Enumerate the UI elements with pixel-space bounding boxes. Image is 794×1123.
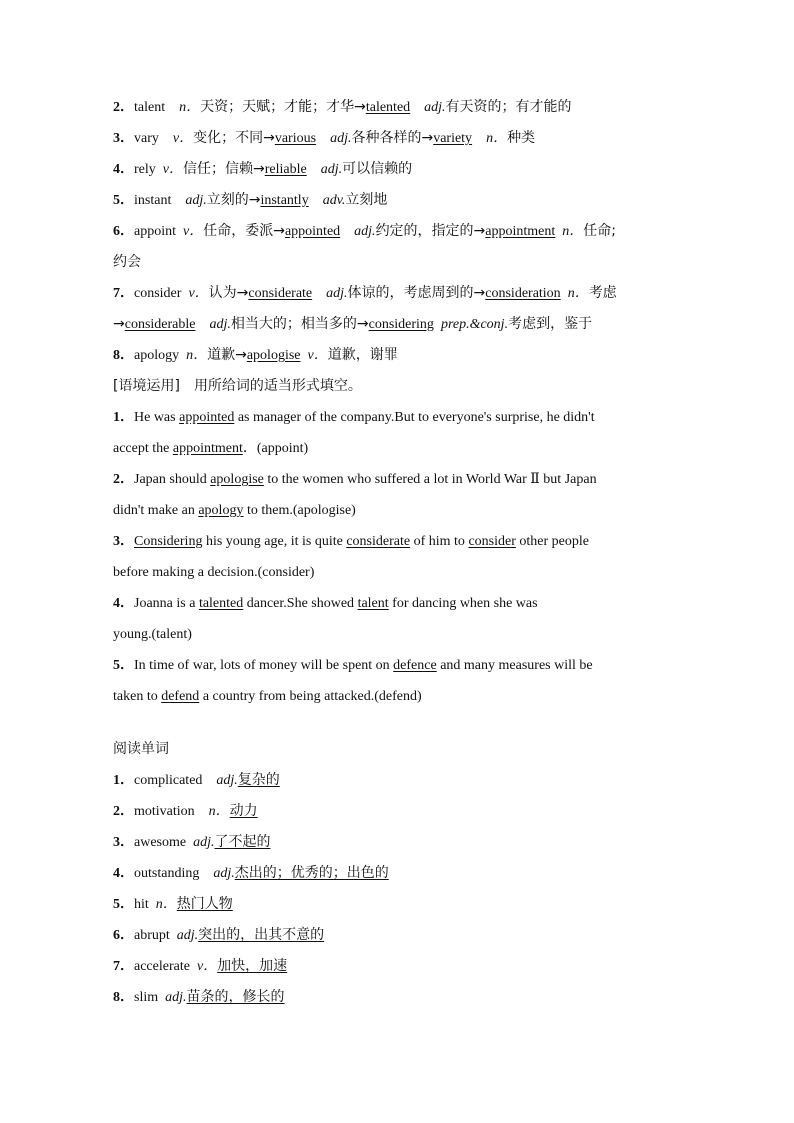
answer: 杰出的；优秀的；出色的 [234,865,389,881]
answer: consider [468,534,516,549]
vocab-line-6 [113,216,688,247]
vocab-line-7 [113,278,688,309]
meaning: 体谅的，考虑周到的→ [347,285,486,301]
item-number: 5． [113,897,134,912]
meaning: 道歉→ [207,347,247,363]
meaning: 考虑到，鉴于 [508,316,593,332]
headword: instant [134,193,172,208]
answer: Considering [134,534,203,549]
item-number: 4． [113,866,134,881]
headword: talent [134,100,166,115]
headword: apology [134,348,180,363]
sentence-text: accept the [113,441,170,456]
part-of-speech: v． [162,162,183,177]
headword: vary [134,131,159,146]
sentence-2 [113,464,688,495]
answer: considerable [124,317,196,332]
sentence-text: ．(appoint) [242,441,309,456]
part-of-speech: n． [208,804,230,819]
headword: slim [134,990,159,1005]
item-number: 3． [113,131,134,146]
part-of-speech: adv. [322,193,346,208]
headword: complicated [134,773,203,788]
answer: consideration [485,286,561,301]
item-number: 8． [113,990,134,1005]
answer: 复杂的 [237,772,280,788]
answer: considerate [248,286,313,301]
meaning: 约定的，指定的→ [375,223,486,239]
sentence-text: of him to [413,534,465,549]
reading-heading [113,734,688,765]
headword: rely [134,162,156,177]
meaning: 相当大的；相当多的→ [230,316,369,332]
headword: awesome [134,835,187,850]
meaning: 各种各样的→ [351,130,434,146]
arrow: → [113,316,125,332]
part-of-speech: n． [155,897,177,912]
part-of-speech: n． [179,100,201,115]
part-of-speech: adj. [424,100,446,115]
part-of-speech: n． [562,224,584,239]
sentence-text: other people [519,534,589,549]
sentence-3-cont [113,557,688,588]
headword: hit [134,897,149,912]
vocab-line-6-cont [113,247,688,278]
part-of-speech: adj. [330,131,352,146]
sentence-3 [113,526,688,557]
part-of-speech: adj. [165,990,187,1005]
answer: 动力 [229,803,258,819]
item-number: 5． [113,658,134,673]
part-of-speech: v． [188,286,209,301]
meaning: 天资；天赋；才能；才华→ [200,99,366,115]
sentence-text: before making a decision.(consider) [113,565,315,580]
vocab-line-8 [113,340,688,371]
sentence-text: young.(talent) [113,627,192,642]
document-page [113,92,688,1013]
answer: 加快，加速 [217,958,288,974]
sentence-text: his young age, it is quite [205,534,343,549]
sentence-5 [113,650,688,681]
item-number: 7． [113,286,134,301]
item-number: 2． [113,472,134,487]
sentence-text: a country from being attacked.(defend) [202,689,422,704]
part-of-speech: adj. [354,224,376,239]
sentence-text: to the women who suffered a lot in World War Ⅱ but Japan [267,472,597,487]
sentence-4-cont [113,619,688,650]
sentence-text: dancer.She showed [246,596,355,611]
answer: apology [198,503,244,518]
part-of-speech: adj. [193,835,215,850]
item-number: 4． [113,162,134,177]
part-of-speech: prep.&conj. [440,317,509,332]
answer: talented [198,596,244,611]
item-number: 6． [113,928,134,943]
sentence-text: In time of war, lots of money will be spent on [134,658,390,673]
answer: 突出的，出其不意的 [198,927,325,943]
answer: appointed [179,410,235,425]
section-instruction: 用所给词的适当形式填空。 [193,378,362,394]
meaning: 立刻的→ [206,192,261,208]
meaning: 种类 [507,130,536,146]
item-number: 2． [113,804,134,819]
reading-item [113,982,688,1013]
reading-item [113,796,688,827]
answer: apologise [210,472,264,487]
item-number: 6． [113,224,134,239]
sentence-text: didn't make an [113,503,195,518]
part-of-speech: v． [196,959,218,974]
sentence-5-cont [113,681,688,712]
vocab-line-5 [113,185,688,216]
reading-item [113,951,688,982]
answer: considering [368,317,434,332]
reading-item [113,889,688,920]
headword: motivation [134,804,195,819]
item-number: 2． [113,100,134,115]
part-of-speech: adj. [185,193,207,208]
answer: various [274,131,317,146]
sentence-text: to them.(apologise) [246,503,356,518]
meaning: 可以信赖的 [342,161,413,177]
meaning: 变化；不同→ [193,130,275,146]
answer: defend [161,689,200,704]
item-number: 3． [113,534,134,549]
part-of-speech: adj. [209,317,231,332]
part-of-speech: v． [183,224,204,239]
item-number: 5． [113,193,134,208]
headword: consider [134,286,182,301]
item-number: 8． [113,348,134,363]
answer: 热门人物 [176,896,233,912]
answer: instantly [260,193,309,208]
answer: appointment [485,224,556,239]
meaning: 道歉，谢罪 [327,347,398,363]
vocab-line-4 [113,154,688,185]
meaning: 约会 [113,254,141,270]
meaning: 立刻地 [345,192,388,208]
sentence-2-cont [113,495,688,526]
part-of-speech: adj. [216,773,238,788]
meaning: 任命，委派→ [203,223,285,239]
answer: defence [393,658,437,673]
context-heading [113,371,688,402]
sentence-4 [113,588,688,619]
answer: variety [433,131,473,146]
part-of-speech: adj. [176,928,199,943]
headword: accelerate [134,959,190,974]
item-number: 4． [113,596,134,611]
answer: talent [357,596,389,611]
item-number: 1． [113,773,134,788]
reading-item [113,827,688,858]
sentence-text: taken to [113,689,158,704]
sentence-text: and many measures will be [440,658,593,673]
sentence-text: Japan should [134,472,207,487]
vocab-line-7-cont [113,309,688,340]
headword: abrupt [134,928,170,943]
answer: appointment [172,441,243,456]
vocab-line-2 [113,92,688,123]
answer: reliable [264,162,307,177]
answer: 了不起的 [214,834,271,850]
part-of-speech: v． [307,348,328,363]
answer: appointed [284,224,341,239]
meaning: 任命; [583,223,617,239]
sentence-text: for dancing when she was [392,596,538,611]
headword: appoint [134,224,176,239]
section-label: [语境运用] [113,378,180,394]
meaning: 有天资的；有才能的 [445,99,572,115]
item-number: 1． [113,410,134,425]
meaning: 信任；信赖→ [182,161,265,177]
headword: outstanding [134,866,200,881]
part-of-speech: v． [172,131,194,146]
answer: 苗条的，修长的 [186,989,285,1005]
vocab-line-3 [113,123,688,154]
part-of-speech: adj. [213,866,235,881]
section-title: 阅读单词 [113,741,169,757]
sentence-1-cont [113,433,688,464]
part-of-speech: adj. [320,162,343,177]
item-number: 3． [113,835,134,850]
answer: talented [365,100,411,115]
reading-item [113,858,688,889]
sentence-1 [113,402,688,433]
meaning: 认为→ [208,285,249,301]
item-number: 7． [113,959,134,974]
reading-item [113,765,688,796]
meaning: 考虑 [588,285,617,301]
reading-item [113,920,688,951]
sentence-text: Joanna is a [134,596,196,611]
part-of-speech: n． [567,286,589,301]
sentence-text: as manager of the company.But to everyone's surprise, he didn't [237,410,595,425]
sentence-text: He was [134,410,176,425]
answer: apologise [246,348,301,363]
answer: considerate [346,534,411,549]
part-of-speech: adj. [326,286,348,301]
part-of-speech: n． [486,131,508,146]
part-of-speech: n． [186,348,208,363]
